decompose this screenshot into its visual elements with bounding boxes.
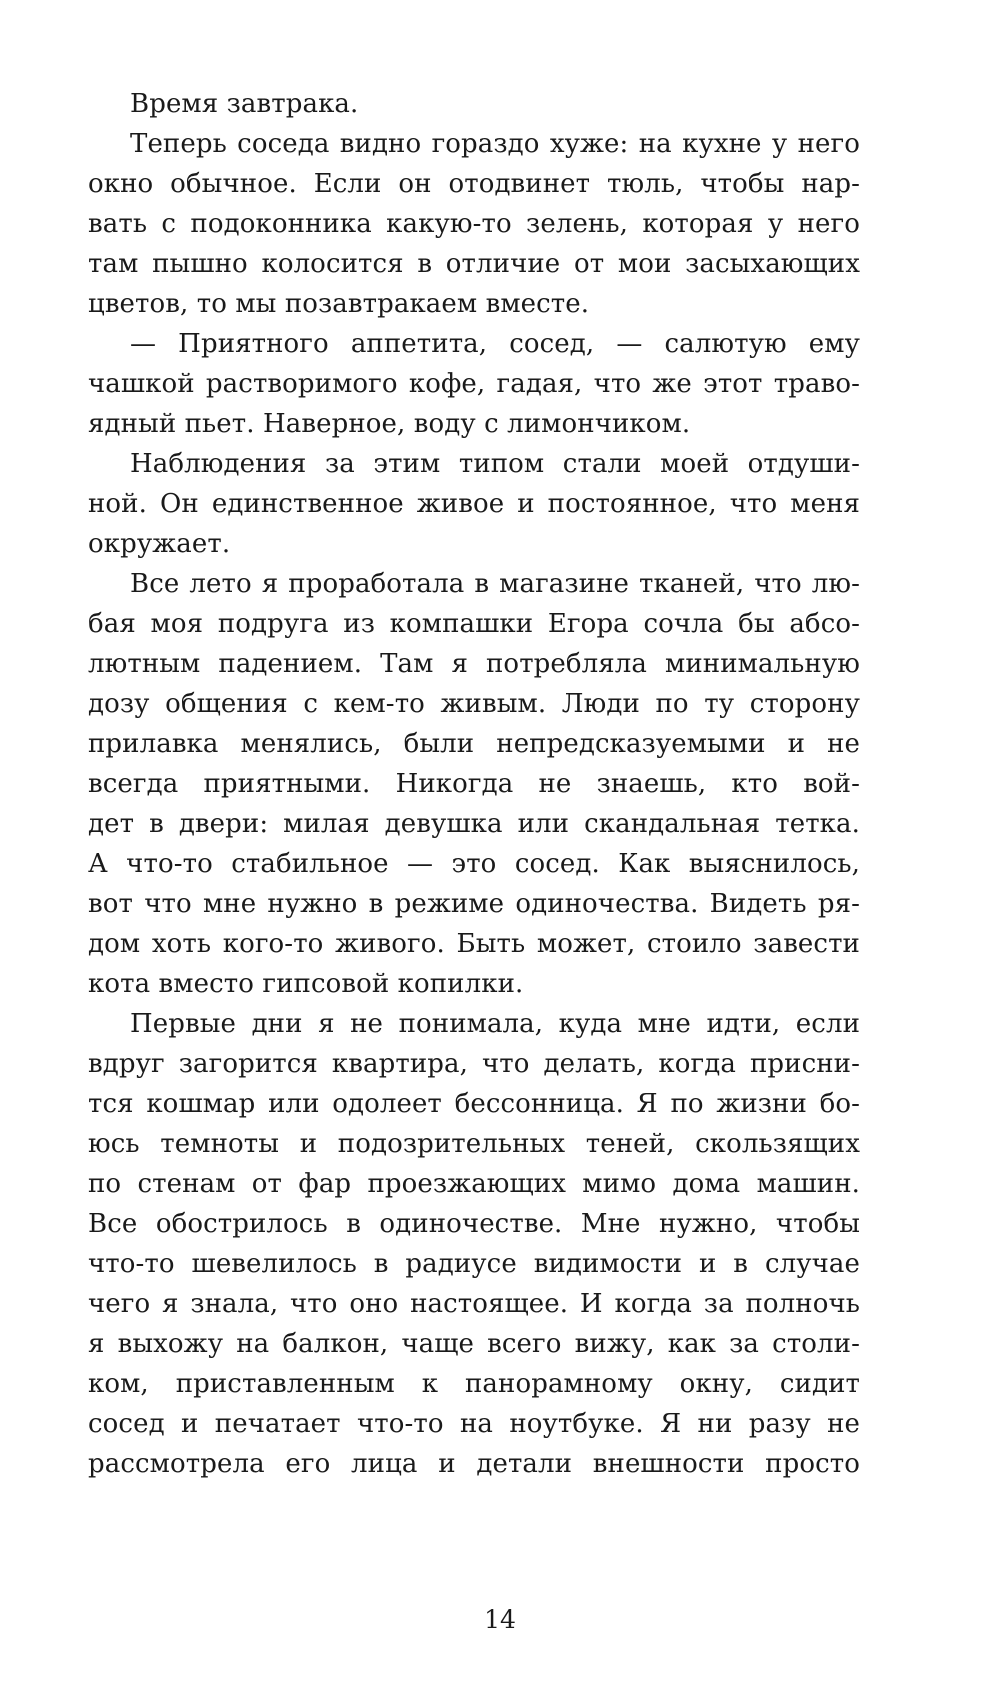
text-line: там пышно колосится в отличие от мои засыхающих — [88, 249, 860, 279]
text-line: бая моя подруга из компашки Егора сочла бы абсо- — [88, 609, 860, 639]
text-line: что-то шевелилось в радиусе видимости и в случае — [88, 1249, 860, 1279]
text-line: Теперь соседа видно гораздо хуже: на кухне у него — [130, 129, 860, 159]
text-line: дет в двери: милая девушка или скандальная тетка. — [88, 809, 860, 839]
text-line: юсь темноты и подозрительных теней, скользящих — [88, 1129, 860, 1159]
text-line: дозу общения с кем-то живым. Люди по ту сторону — [88, 689, 860, 719]
text-line: тся кошмар или одолеет бессонница. Я по жизни бо- — [88, 1089, 860, 1119]
text-line: чашкой растворимого кофе, гадая, что же этот траво- — [88, 369, 860, 399]
text-line: ком, приставленным к панорамному окну, сидит — [88, 1369, 860, 1399]
text-line: вать с подоконника какую-то зелень, которая у него — [88, 209, 860, 239]
text-line: по стенам от фар проезжающих мимо дома машин. — [88, 1169, 860, 1199]
text-line: окно обычное. Если он отодвинет тюль, чтобы нар- — [88, 169, 860, 199]
text-line: дом хоть кого-то живого. Быть может, стоило завести — [88, 929, 860, 959]
text-line: рассмотрела его лица и детали внешности просто — [88, 1449, 860, 1479]
text-line: лютным падением. Там я потребляла минимальную — [88, 649, 860, 679]
text-line: ядный пьет. Наверное, воду с лимончиком. — [88, 409, 691, 439]
text-line: сосед и печатает что-то на ноутбуке. Я ни разу не — [88, 1409, 860, 1439]
text-line: Все лето я проработала в магазине тканей, что лю- — [130, 569, 860, 599]
text-line: вот что мне нужно в режиме одиночества. Видеть ря- — [88, 889, 860, 919]
text-line: чего я знала, что оно настоящее. И когда за полночь — [88, 1289, 860, 1319]
text-line: окружает. — [88, 529, 231, 559]
text-line: прилавка менялись, были непредсказуемыми и не — [88, 729, 860, 759]
text-line: Наблюдения за этим типом стали моей отдуши- — [130, 449, 860, 479]
text-line: вдруг загорится квартира, что делать, когда присни- — [88, 1049, 860, 1079]
text-line: кота вместо гипсовой копилки. — [88, 969, 524, 999]
text-line: — Приятного аппетита, сосед, — салютую ему — [130, 329, 860, 359]
text-line: А что-то стабильное — это сосед. Как выяснилось, — [88, 849, 860, 879]
page-number: 14 — [484, 1605, 516, 1634]
text-line: ной. Он единственное живое и постоянное, что меня — [88, 489, 860, 519]
text-line: Время завтрака. — [130, 89, 359, 119]
text-line: цветов, то мы позавтракаем вместе. — [88, 289, 590, 319]
text-line: я выхожу на балкон, чаще всего вижу, как за столи- — [88, 1329, 860, 1359]
text-line: Первые дни я не понимала, куда мне идти, если — [130, 1009, 860, 1039]
text-line: Все обострилось в одиночестве. Мне нужно, чтобы — [88, 1209, 860, 1239]
text-line: всегда приятными. Никогда не знаешь, кто вой- — [88, 769, 860, 799]
